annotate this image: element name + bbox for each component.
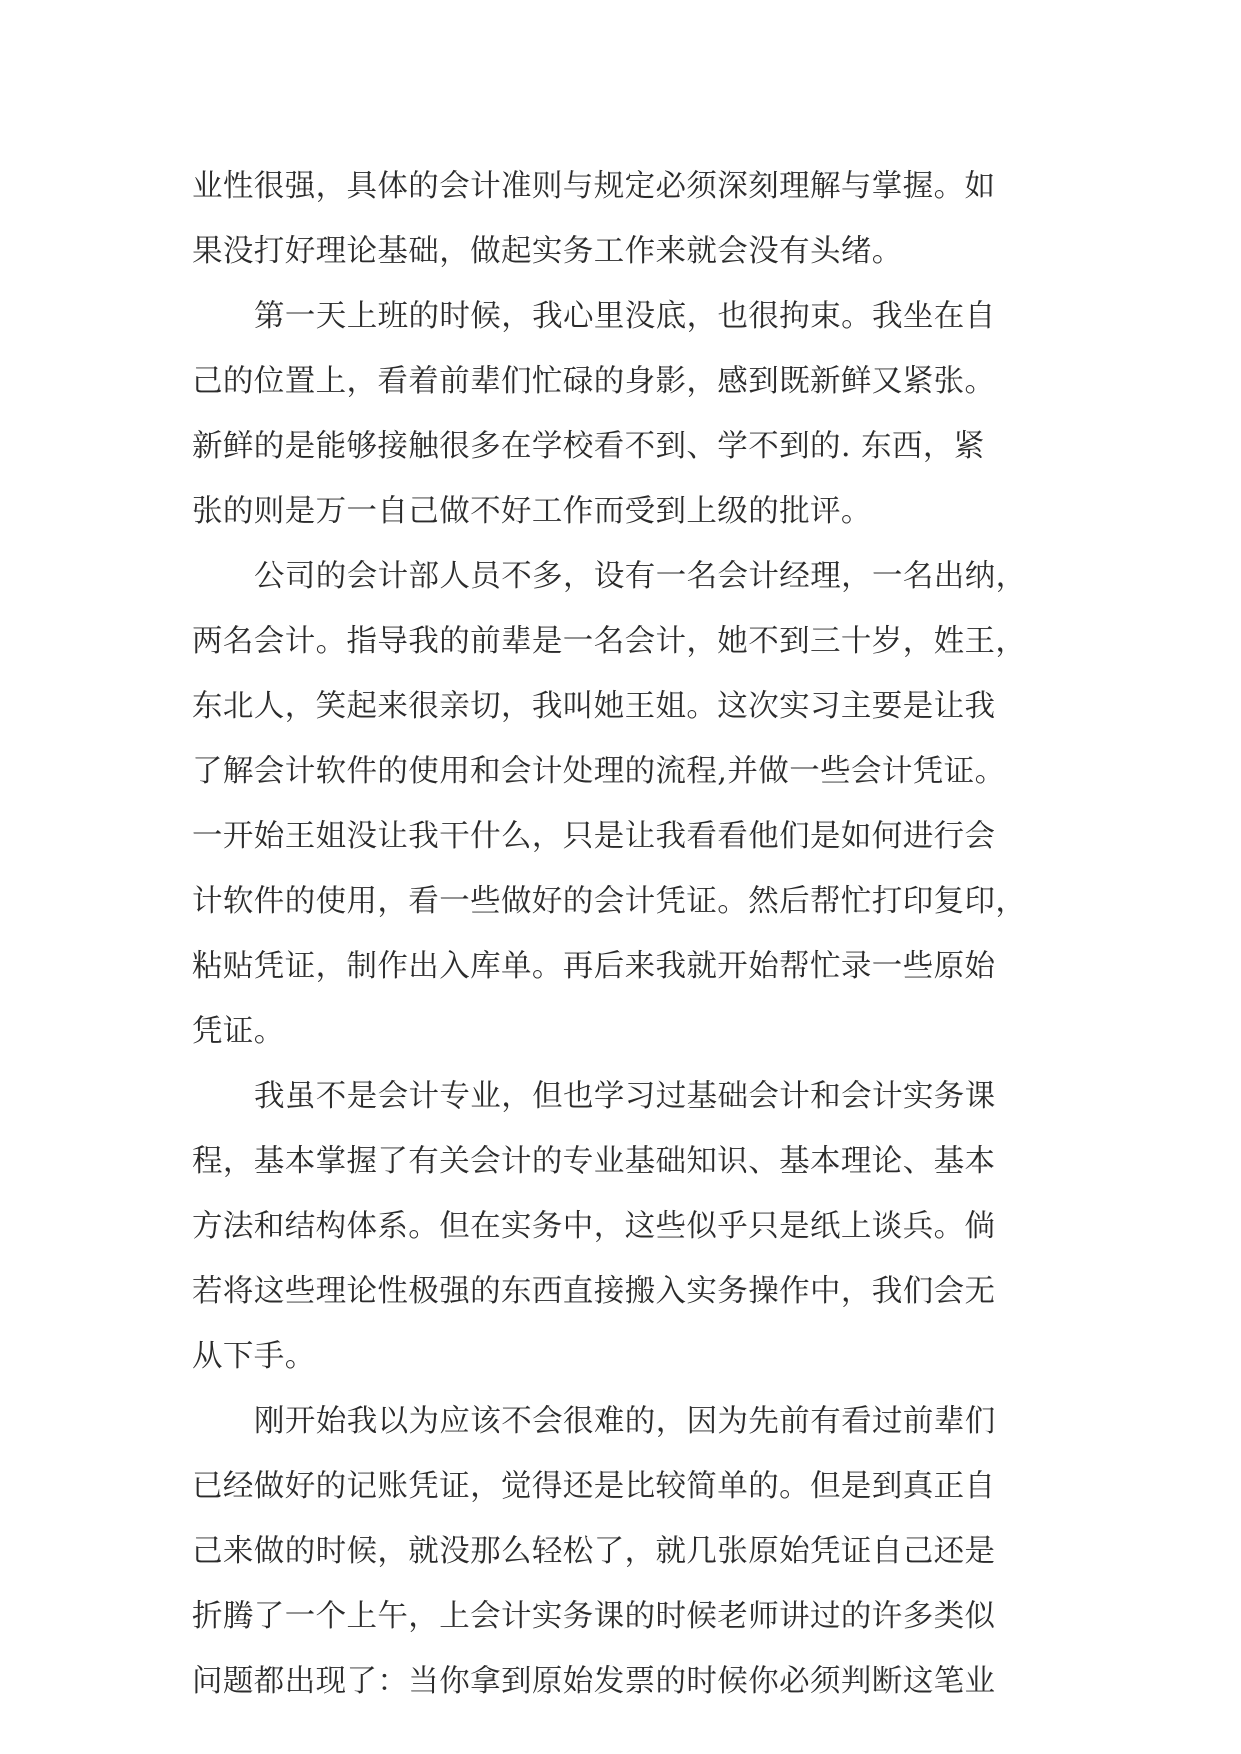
text-line-17: 方法和结构体系。但在实务中，这些似乎只是纸上谈兵。倘 — [192, 1209, 996, 1244]
text-line-20: 刚开始我以为应该不会很难的，因为先前有看过前辈们 — [254, 1404, 996, 1439]
text-line-6: 张的则是万一自己做不好工作而受到上级的批评。 — [192, 494, 872, 529]
text-line-23: 折腾了一个上午，上会计实务课的时候老师讲过的许多类似 — [192, 1599, 996, 1634]
text-line-7: 公司的会计部人员不多，设有一名会计经理，一名出纳， — [254, 559, 1027, 594]
text-line-19: 从下手。 — [192, 1339, 316, 1374]
text-line-9: 东北人，笑起来很亲切，我叫她王姐。这次实习主要是让我 — [192, 689, 996, 724]
text-line-14: 凭证。 — [192, 1014, 285, 1049]
text-line-12: 计软件的使用，看一些做好的会计凭证。然后帮忙打印复印， — [192, 884, 1027, 919]
text-line-4: 己的位置上，看着前辈们忙碌的身影，感到既新鲜又紧张。 — [192, 364, 996, 399]
text-line-11: 一开始王姐没让我干什么，只是让我看看他们是如何进行会 — [192, 819, 996, 854]
text-line-5: 新鲜的是能够接触很多在学校看不到、学不到的. 东西，紧 — [192, 429, 985, 464]
text-line-22: 己来做的时候，就没那么轻松了，就几张原始凭证自己还是 — [192, 1534, 996, 1569]
text-line-15: 我虽不是会计专业，但也学习过基础会计和会计实务课 — [254, 1079, 996, 1114]
text-line-10: 了解会计软件的使用和会计处理的流程,并做一些会计凭证。 — [192, 754, 1006, 789]
text-line-18: 若将这些理论性极强的东西直接搬入实务操作中，我们会无 — [192, 1274, 996, 1309]
text-line-1: 业性很强，具体的会计准则与规定必须深刻理解与掌握。如 — [192, 169, 996, 204]
text-line-2: 果没打好理论基础，做起实务工作来就会没有头绪。 — [192, 234, 903, 269]
text-line-24: 问题都出现了：当你拿到原始发票的时候你必须判断这笔业 — [192, 1664, 996, 1699]
text-line-16: 程，基本掌握了有关会计的专业基础知识、基本理论、基本 — [192, 1144, 996, 1179]
text-line-13: 粘贴凭证，制作出入库单。再后来我就开始帮忙录一些原始 — [192, 949, 996, 984]
text-line-8: 两名会计。指导我的前辈是一名会计，她不到三十岁，姓王， — [192, 624, 1027, 659]
text-line-3: 第一天上班的时候，我心里没底，也很拘束。我坐在自 — [254, 299, 996, 334]
text-line-21: 已经做好的记账凭证，觉得还是比较简单的。但是到真正自 — [192, 1469, 996, 1504]
